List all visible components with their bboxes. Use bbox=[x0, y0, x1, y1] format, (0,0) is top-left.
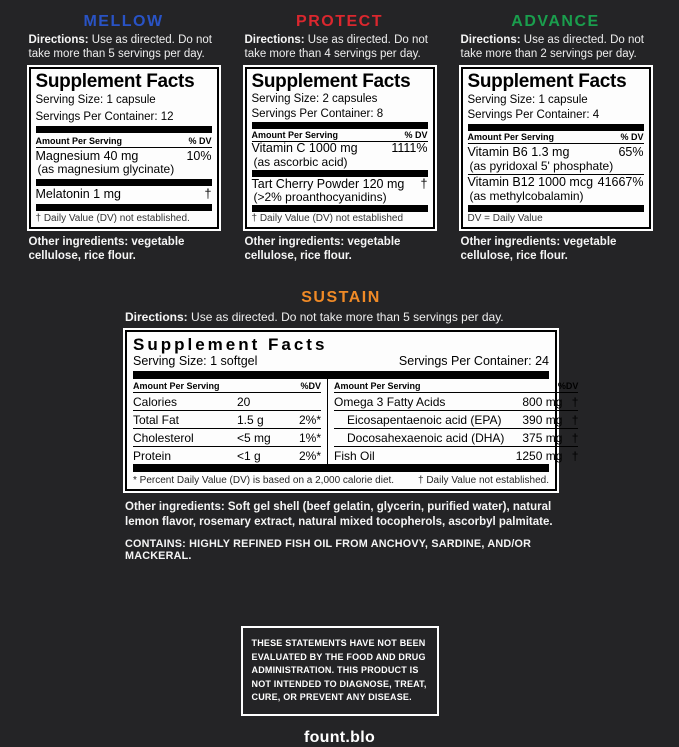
amount-header-label: Amount Per Serving bbox=[35, 135, 123, 146]
footnote-percent-dv: * Percent Daily Value (DV) is based on a 2,000 calorie diet. bbox=[133, 475, 395, 487]
divider-thick bbox=[133, 371, 549, 379]
supplement-facts-title: Supplement Facts bbox=[467, 71, 627, 93]
nutrient-row: Protein <1 g 2%* bbox=[133, 448, 321, 463]
serving-size: Serving Size: 1 capsule bbox=[467, 93, 588, 106]
facts-footnote: † Daily Value (DV) not established. bbox=[35, 213, 190, 225]
amount-per-serving-header bbox=[133, 379, 321, 393]
nutrient-row bbox=[468, 146, 644, 173]
divider-thick bbox=[133, 464, 549, 472]
panel-title-advance: ADVANCE bbox=[511, 13, 600, 30]
amount-header-label: Amount Per Serving bbox=[467, 132, 555, 143]
nutrient-dv: 41667% bbox=[597, 175, 644, 190]
nutrient-subname: (as pyridoxal 5' phosphate) bbox=[469, 158, 614, 173]
servings-per-container: Servings Per Container: 24 bbox=[398, 354, 549, 369]
directions-text: Use as directed. Do not take more than 2 servings per day. bbox=[460, 34, 644, 60]
dv-header-label: %DV bbox=[557, 381, 579, 392]
panel-sustain bbox=[125, 288, 579, 563]
nutrient-name: Magnesium 40 mg bbox=[35, 148, 139, 163]
dv-header-label: % DV bbox=[620, 132, 644, 143]
nutrient-row: Omega 3 Fatty Acids 800 mg † bbox=[334, 393, 578, 411]
nutrient-subname: (>2% proanthocyanidins) bbox=[253, 190, 387, 205]
nutrient-dv: † bbox=[420, 176, 428, 191]
directions-text: Use as directed. Do not take more than 5 servings per day. bbox=[28, 34, 212, 60]
divider-thick bbox=[468, 205, 644, 212]
panel-advance bbox=[461, 14, 651, 264]
nutrient-row: Calories 20 bbox=[133, 393, 321, 411]
facts-footnote: † Daily Value (DV) not established bbox=[251, 213, 404, 225]
other-ingredients: Other ingredients: vegetable cellulose, rice flour. bbox=[28, 236, 185, 262]
nutrient-dv: 65% bbox=[618, 144, 644, 159]
nutrient-dv: † bbox=[204, 187, 212, 202]
nutrient-row: Total Fat 1.5 g 2%* bbox=[133, 411, 321, 429]
facts-footnote: DV = Daily Value bbox=[467, 213, 543, 225]
nutrient-row bbox=[252, 178, 428, 205]
directions-label: Directions: bbox=[244, 34, 305, 46]
contains-statement: CONTAINS: HIGHLY REFINED FISH OIL FROM ANCHOVY, SARDINE, AND/OR MACKERAL. bbox=[125, 538, 532, 563]
nutrient-name: Vitamin B6 1.3 mg bbox=[467, 144, 570, 159]
nutrient-row bbox=[36, 150, 212, 177]
amount-per-serving-header bbox=[36, 136, 212, 148]
amount-header-label: Amount Per Serving bbox=[251, 129, 339, 140]
panel-title-sustain: SUSTAIN bbox=[301, 288, 381, 306]
facts-column-left bbox=[133, 379, 327, 464]
supplement-facts-title: Supplement Facts bbox=[35, 71, 195, 93]
servings-per-container: Servings Per Container: 8 bbox=[251, 107, 384, 120]
directions-sustain bbox=[125, 310, 557, 324]
panel-mellow bbox=[29, 14, 219, 264]
amount-header-label: Amount Per Serving bbox=[133, 381, 220, 392]
divider-thick bbox=[252, 170, 428, 177]
nutrient-name: Tart Cherry Powder 120 mg bbox=[251, 176, 405, 191]
directions-label: Directions: bbox=[460, 34, 521, 46]
dv-header-label: % DV bbox=[404, 129, 428, 140]
supplement-facts-box-advance bbox=[461, 67, 651, 229]
supplement-facts-box-mellow bbox=[29, 67, 219, 229]
nutrient-row: Fish Oil 1250 mg † bbox=[334, 448, 579, 463]
top-panels-row bbox=[0, 0, 679, 264]
supplement-facts-box-protect bbox=[245, 67, 435, 229]
amount-per-serving-header bbox=[252, 130, 428, 142]
nutrient-row: Cholesterol <5 mg 1%* bbox=[133, 429, 321, 447]
serving-size: Serving Size: 1 softgel bbox=[133, 354, 258, 369]
nutrient-dv: 1111% bbox=[391, 141, 428, 156]
directions-advance bbox=[461, 34, 651, 61]
nutrient-subname: (as methylcobalamin) bbox=[469, 189, 584, 204]
directions-text: Use as directed. Do not take more than 5 servings per day. bbox=[191, 309, 504, 324]
directions-text: Use as directed. Do not take more than 4 servings per day. bbox=[244, 34, 428, 60]
nutrient-subname: (as magnesium glycinate) bbox=[37, 162, 175, 177]
servings-per-container: Servings Per Container: 4 bbox=[467, 109, 600, 122]
nutrient-row: Eicosapentaenoic acid (EPA) 390 mg † bbox=[334, 411, 578, 429]
facts-columns bbox=[133, 379, 579, 464]
servings-per-container: Servings Per Container: 12 bbox=[35, 110, 174, 123]
other-ingredients: Other ingredients: vegetable cellulose, rice flour. bbox=[460, 236, 617, 262]
facts-footnotes bbox=[133, 472, 549, 486]
dv-header-label: %DV bbox=[300, 381, 321, 392]
supplement-facts-title: Supplement Facts bbox=[133, 334, 328, 354]
nutrient-name: Vitamin B12 1000 mcg bbox=[467, 175, 594, 190]
nutrient-name: Vitamin C 1000 mg bbox=[251, 141, 358, 156]
nutrient-row: Docosahexaenoic acid (DHA) 375 mg † bbox=[334, 429, 578, 447]
serving-size: Serving Size: 1 capsule bbox=[35, 94, 156, 107]
amount-header-label: Amount Per Serving bbox=[334, 381, 421, 392]
panel-protect bbox=[245, 14, 435, 264]
directions-protect bbox=[245, 34, 435, 61]
fda-disclaimer-box: THESE STATEMENTS HAVE NOT BEEN EVALUATED BY THE FOOD AND DRUG ADMINISTRATION. THIS PRODUCT IS NOT INTENDED TO DIAGNOSE, TREAT, CURE, OR PREVENT ANY DISEASE. bbox=[241, 626, 439, 716]
other-ingredients: Other ingredients: vegetable cellulose, rice flour. bbox=[244, 236, 401, 262]
divider-thick bbox=[36, 179, 212, 186]
amount-per-serving-header bbox=[334, 379, 578, 393]
nutrient-subname: (as ascorbic acid) bbox=[253, 155, 348, 170]
serving-row bbox=[133, 354, 549, 368]
divider-thick bbox=[36, 204, 212, 211]
directions-label: Directions: bbox=[125, 309, 188, 324]
panel-title-mellow: MELLOW bbox=[83, 13, 164, 30]
nutrient-row bbox=[252, 142, 428, 169]
nutrient-dv: 10% bbox=[186, 148, 212, 163]
brand-logo-text: fount.blo bbox=[303, 728, 376, 746]
panel-title-protect: PROTECT bbox=[296, 13, 383, 30]
directions-label: Directions: bbox=[28, 34, 89, 46]
divider-thick bbox=[252, 205, 428, 212]
serving-size: Serving Size: 2 capsules bbox=[251, 92, 378, 105]
nutrient-row bbox=[468, 176, 644, 203]
amount-per-serving-header bbox=[468, 132, 644, 144]
supplement-facts-title: Supplement Facts bbox=[251, 71, 411, 93]
other-ingredients: Other ingredients: Soft gel shell (beef gelatin, glycerin, purified water), natural lemon flavor, rosemary extract, natural mixed tocopherols, ascorbyl palmitate. bbox=[125, 501, 553, 528]
divider-thick bbox=[36, 126, 212, 133]
facts-column-right bbox=[327, 379, 578, 464]
supplement-facts-box-sustain bbox=[125, 330, 579, 492]
divider-thick bbox=[252, 122, 428, 129]
dv-header-label: % DV bbox=[188, 135, 212, 146]
nutrient-row bbox=[36, 188, 212, 202]
nutrient-name: Melatonin 1 mg bbox=[35, 187, 121, 202]
directions-mellow bbox=[29, 34, 219, 61]
divider-thick bbox=[468, 124, 644, 131]
footnote-dagger: † Daily Value not established. bbox=[417, 475, 549, 487]
